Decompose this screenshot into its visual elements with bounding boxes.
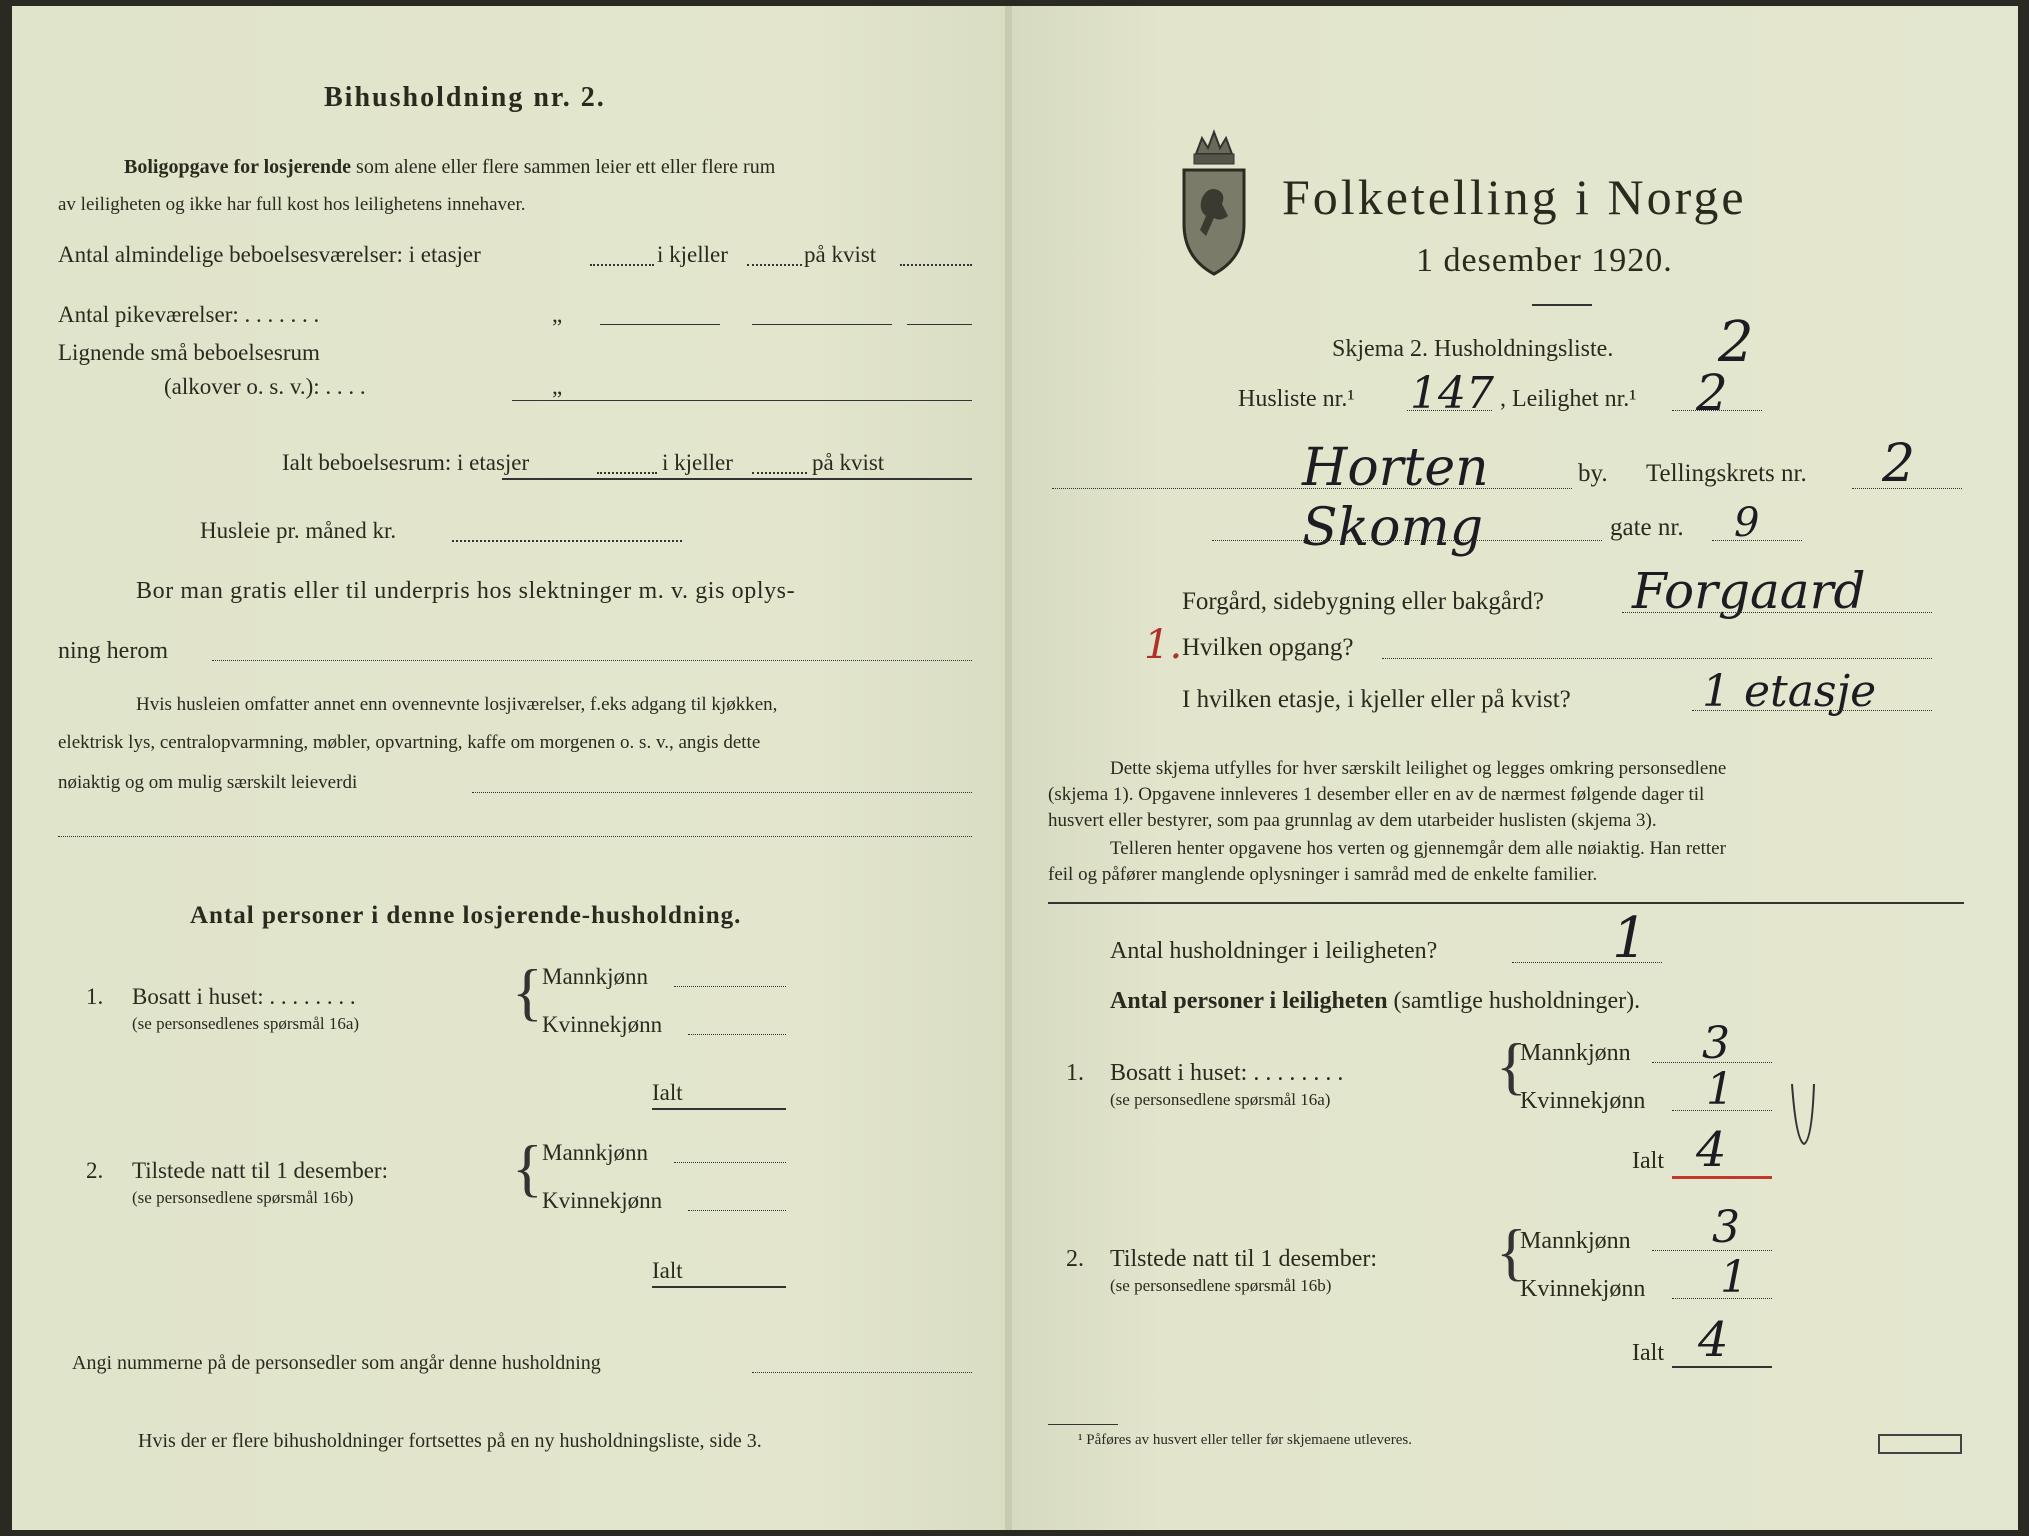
- right-q1-mann-field: [1652, 1062, 1772, 1063]
- left-q2-label: Tilstede natt til 1 desember:: [132, 1158, 388, 1183]
- hvis-line-2: elektrisk lys, centralopvarmning, møbler, opvartning, kaffe om morgenen o. s. v., angis dette: [58, 732, 761, 753]
- forgard-field: [1622, 612, 1932, 613]
- right-q2-mann-label: Mannkjønn: [1520, 1228, 1631, 1254]
- intro-bold: Boligopgave for losjerende: [124, 156, 352, 178]
- by-label: by.: [1578, 460, 1608, 487]
- right-q1-brace: {: [1496, 1030, 1527, 1101]
- right-q1-mann-label: Mannkjønn: [1520, 1040, 1631, 1066]
- right-q2-label: Tilstede natt til 1 desember:: [1110, 1246, 1378, 1272]
- footnote: ¹ Påføres av husvert eller teller før skjemaene utleveres.: [1078, 1432, 1412, 1448]
- left-q1-kvinne-label: Kvinnekjønn: [542, 1012, 663, 1037]
- rooms-etasjer-field[interactable]: [590, 264, 654, 266]
- right-q1-ialt-value[interactable]: 4: [1696, 1122, 1727, 1178]
- pike-kvist-field[interactable]: [907, 324, 972, 325]
- gate-field: [1212, 540, 1602, 541]
- rooms-kvist-label: på kvist: [804, 242, 877, 267]
- note-line-2: (skjema 1). Opgavene innleveres 1 desember eller en av de nærmest følgende dager til: [1048, 784, 1705, 805]
- right-q2-sub: (se personsedlene spørsmål 16b): [1110, 1276, 1332, 1295]
- right-q1-label: Bosatt i huset: . . . . . . . .: [1110, 1060, 1344, 1086]
- note-line-3: husvert eller bestyrer, som paa grunnlag av dem utarbeider huslisten (skjema 3).: [1048, 810, 1657, 831]
- right-q1-ialt-label: Ialt: [1632, 1148, 1664, 1174]
- bor-line-2: ning herom: [58, 638, 168, 664]
- ialt-etasjer-field[interactable]: [597, 472, 657, 474]
- title-rule: [1532, 304, 1592, 306]
- hvis-field-1[interactable]: [472, 792, 972, 793]
- angi-label: Angi nummerne på de personsedler som angår denne husholdning: [72, 1352, 601, 1374]
- left-footer: Hvis der er flere bihusholdninger fortsettes på en ny husholdningsliste, side 3.: [138, 1430, 762, 1452]
- etasje-field: [1692, 710, 1932, 711]
- tick-mark-icon: [1788, 1080, 1818, 1150]
- skjema-hand: 2: [1718, 310, 1754, 375]
- left-q1-mann-label: Mannkjønn: [542, 964, 649, 989]
- right-q2-num: 2.: [1066, 1246, 1084, 1272]
- gate-nr-field: [1712, 540, 1802, 541]
- lignende-label-2: (alkover o. s. v.): . . . .: [164, 374, 366, 399]
- leilighet-label: , Leilighet nr.¹: [1500, 386, 1637, 412]
- angi-field[interactable]: [752, 1372, 972, 1373]
- left-persons-heading: Antal personer i denne losjerende-husholdning.: [190, 902, 742, 929]
- left-q1-brace: {: [512, 956, 543, 1027]
- pike-etasjer-field[interactable]: [600, 324, 720, 325]
- etasje-value[interactable]: 1 etasje: [1702, 666, 1877, 717]
- left-q1-mann-field[interactable]: [674, 986, 786, 987]
- rooms-label: Antal almindelige beboelsesværelser: i etasjer: [58, 242, 481, 267]
- note-rule: [1048, 902, 1964, 904]
- hush-value[interactable]: 1: [1612, 906, 1648, 971]
- left-q1-sub: (se personsedlenes spørsmål 16a): [132, 1014, 360, 1033]
- bor-line-1: Bor man gratis eller til underpris hos slektninger m. v. gis oplys-: [136, 578, 796, 604]
- persons-heading-bold: Antal personer i leiligheten: [1110, 988, 1388, 1014]
- right-q2-ialt-label: Ialt: [1632, 1340, 1664, 1366]
- pike-kjeller-field[interactable]: [752, 324, 892, 325]
- right-page: [1012, 6, 2018, 1530]
- form-title: Folketelling i Norge: [1282, 169, 1747, 225]
- hvis-line-1: Hvis husleien omfatter annet enn ovennevnte losjiværelser, f.eks adgang til kjøkken,: [136, 694, 778, 715]
- right-q1-sub: (se personsedlene spørsmål 16a): [1110, 1090, 1331, 1109]
- lignende-field[interactable]: [512, 400, 972, 401]
- intro-rest: som alene eller flere sammen leier ett eller flere rum: [356, 156, 776, 178]
- opgang-mark: 1.: [1144, 622, 1183, 668]
- left-q1-ialt-field[interactable]: [652, 1108, 786, 1110]
- right-q2-kvinne-value[interactable]: 1: [1720, 1252, 1748, 1303]
- census-form-sheet: [12, 6, 2018, 1530]
- right-q1-kvinne-value[interactable]: 1: [1706, 1064, 1734, 1115]
- persons-heading-rest: (samtlige husholdninger).: [1393, 988, 1641, 1014]
- left-q2-kvinne-field[interactable]: [688, 1210, 786, 1211]
- left-q2-brace: {: [512, 1132, 543, 1203]
- left-q2-ialt-label: Ialt: [652, 1258, 683, 1283]
- left-q1-label: Bosatt i huset: . . . . . . . .: [132, 984, 356, 1009]
- skjema-label: Skjema 2. Husholdningsliste.: [1332, 336, 1614, 362]
- gate-value[interactable]: Skomg: [1302, 498, 1484, 558]
- rooms-kjeller-field[interactable]: [747, 264, 802, 266]
- by-value[interactable]: Horten: [1302, 438, 1489, 498]
- ialt-kvist-label: på kvist: [812, 450, 885, 475]
- ialt-rooms-label: Ialt beboelsesrum: i etasjer: [282, 450, 530, 475]
- left-q2-mann-label: Mannkjønn: [542, 1140, 649, 1165]
- left-title: Bihusholdning nr. 2.: [324, 82, 606, 113]
- leilighet-value[interactable]: 2: [1696, 364, 1728, 422]
- rooms-kvist-field[interactable]: [900, 264, 972, 266]
- lignende-label-1: Lignende små beboelsesrum: [58, 340, 320, 365]
- ialt-rooms-underline: [502, 478, 972, 480]
- ialt-kjeller-label: i kjeller: [662, 450, 733, 475]
- husleie-label: Husleie pr. måned kr.: [200, 518, 397, 543]
- intro-line-1: [124, 156, 775, 179]
- hvis-field-2[interactable]: [58, 836, 972, 837]
- left-q1-num: 1.: [86, 984, 104, 1009]
- right-q2-mann-field: [1652, 1250, 1772, 1251]
- lignende-ditto: „: [552, 374, 563, 399]
- gate-nr-value[interactable]: 9: [1734, 500, 1760, 546]
- right-q2-kvinne-label: Kvinnekjønn: [1520, 1276, 1646, 1302]
- gate-label: gate nr.: [1610, 514, 1684, 541]
- right-q1-ialt-field: [1672, 1176, 1772, 1179]
- right-q2-ialt-value[interactable]: 4: [1698, 1312, 1729, 1368]
- footnote-rule: [1048, 1424, 1118, 1425]
- husliste-value[interactable]: 147: [1410, 368, 1494, 419]
- form-date: 1 desember 1920.: [1416, 242, 1673, 279]
- note-line-5: feil og påfører manglende oplysninger i samråd med de enkelte familier.: [1048, 864, 1598, 885]
- note-line-1: Dette skjema utfylles for hver særskilt leilighet og legges omkring personsedlene: [1110, 758, 1727, 779]
- rooms-kjeller-label: i kjeller: [657, 242, 728, 267]
- right-q1-kvinne-label: Kvinnekjønn: [1520, 1088, 1646, 1114]
- right-persons-heading: [1110, 988, 1640, 1015]
- left-q2-kvinne-label: Kvinnekjønn: [542, 1188, 663, 1213]
- printer-stamp: [1878, 1434, 1962, 1454]
- bor-field[interactable]: [212, 660, 972, 661]
- intro-line-2: av leiligheten og ikke har full kost hos leilighetens innehaver.: [58, 194, 526, 215]
- krets-label: Tellingskrets nr.: [1646, 460, 1807, 487]
- husliste-label: Husliste nr.¹: [1238, 386, 1355, 412]
- left-q2-ialt-field[interactable]: [652, 1286, 786, 1288]
- husleie-field[interactable]: [452, 540, 682, 542]
- krets-value[interactable]: 2: [1882, 434, 1916, 494]
- right-q1-num: 1.: [1066, 1060, 1084, 1086]
- coat-of-arms-icon: [1174, 124, 1254, 278]
- left-page: [12, 6, 1007, 1530]
- by-field: [1052, 488, 1572, 489]
- left-q1-ialt-label: Ialt: [652, 1080, 683, 1105]
- right-q2-brace: {: [1496, 1216, 1527, 1287]
- hvis-line-3: nøiaktig og om mulig særskilt leieverdi: [58, 772, 358, 793]
- pike-label: Antal pikeværelser: . . . . . . .: [58, 302, 320, 327]
- leilighet-field: [1672, 410, 1762, 411]
- hush-field: [1512, 962, 1662, 963]
- left-q2-num: 2.: [86, 1158, 104, 1183]
- opgang-field[interactable]: [1382, 658, 1932, 659]
- ialt-kjeller-field[interactable]: [752, 472, 807, 474]
- forgard-value[interactable]: Forgaard: [1632, 562, 1866, 620]
- pike-ditto: „: [552, 302, 563, 327]
- hush-label: Antal husholdninger i leiligheten?: [1110, 938, 1438, 964]
- right-q2-ialt-field: [1672, 1366, 1772, 1368]
- opgang-label: Hvilken opgang?: [1182, 634, 1354, 661]
- right-q1-kvinne-field: [1672, 1110, 1772, 1111]
- right-q2-kvinne-field: [1672, 1298, 1772, 1299]
- etasje-label: I hvilken etasje, i kjeller eller på kvist?: [1182, 686, 1571, 713]
- left-q2-sub: (se personsedlene spørsmål 16b): [132, 1188, 354, 1207]
- husliste-field: [1407, 410, 1492, 411]
- note-line-4: Telleren henter opgavene hos verten og gjennemgår dem alle nøiaktig. Han retter: [1110, 838, 1726, 859]
- krets-field: [1852, 488, 1962, 489]
- right-q2-mann-value[interactable]: 3: [1712, 1202, 1740, 1253]
- forgard-label: Forgård, sidebygning eller bakgård?: [1182, 588, 1544, 615]
- left-q2-mann-field[interactable]: [674, 1162, 786, 1163]
- right-q1-mann-value[interactable]: 3: [1702, 1018, 1730, 1069]
- left-q1-kvinne-field[interactable]: [688, 1034, 786, 1035]
